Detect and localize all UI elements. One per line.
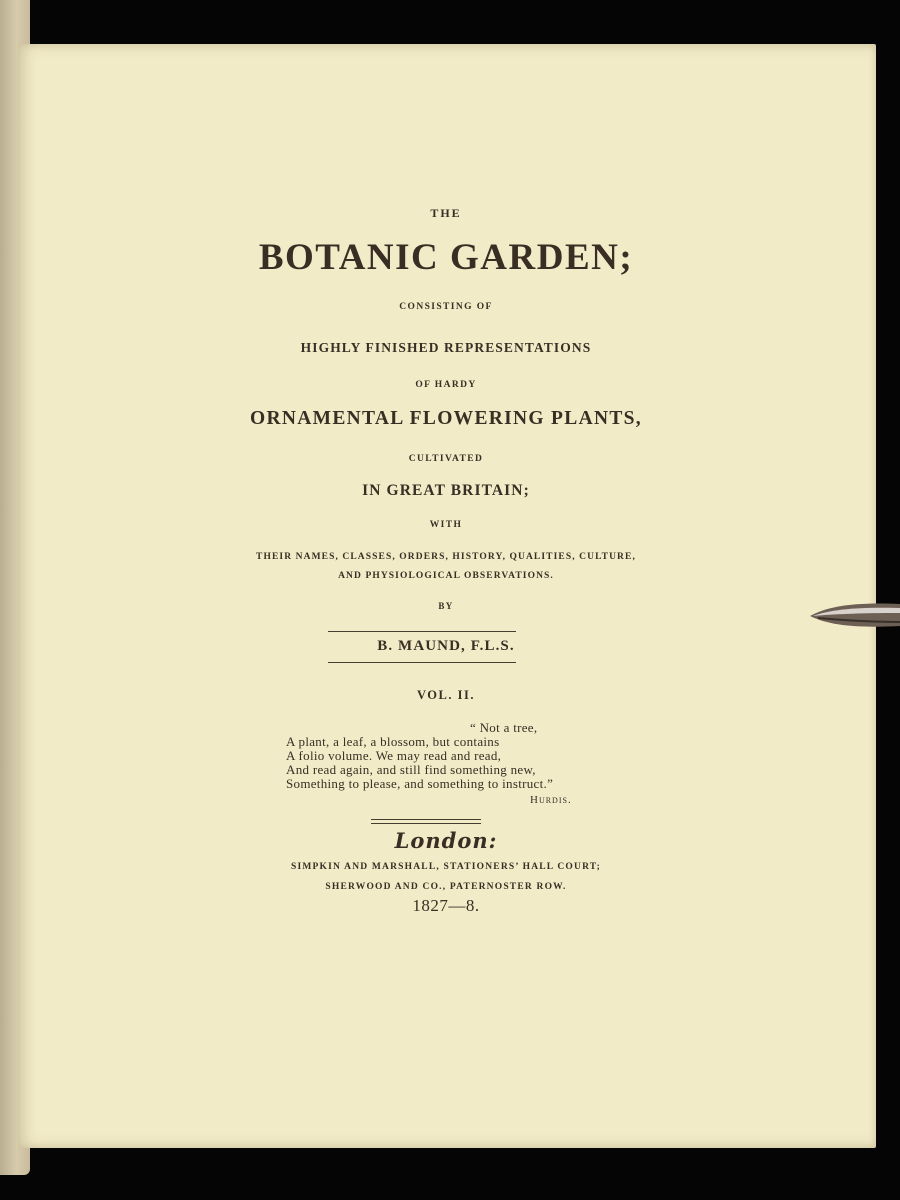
cultivated-label: CULTIVATED xyxy=(408,454,484,464)
title-page xyxy=(18,44,876,1148)
details-line-1: THEIR NAMES, CLASSES, ORDERS, HISTORY, QUALITIES, CULTURE, xyxy=(256,552,636,562)
publisher-line-1: SIMPKIN AND MARSHALL, STATIONERS’ HALL COURT; xyxy=(290,862,602,872)
epigraph-line: A folio volume. We may read and read, xyxy=(286,748,502,763)
pen-clip-icon xyxy=(810,596,900,636)
author-rule-top xyxy=(328,631,516,632)
epigraph-line: A plant, a leaf, a blossom, but contains xyxy=(286,734,500,749)
author-name: B. MAUND, F.L.S. xyxy=(377,638,515,654)
author-rule-bottom xyxy=(328,662,516,663)
of-hardy: OF HARDY xyxy=(415,380,477,390)
by-label: BY xyxy=(438,601,454,611)
plants-heading: ORNAMENTAL FLOWERING PLANTS, xyxy=(250,408,642,429)
epigraph-line: “ Not a tree, xyxy=(470,720,538,735)
epigraph-line: Something to please, and something to instruct.” xyxy=(286,776,554,791)
consisting-of: CONSISTING OF xyxy=(399,302,493,312)
main-title: BOTANIC GARDEN; xyxy=(258,237,634,278)
publisher-line-2: SHERWOOD AND CO., PATERNOSTER ROW. xyxy=(325,882,567,892)
title-the: THE xyxy=(430,206,462,220)
details-line-2: AND PHYSIOLOGICAL OBSERVATIONS. xyxy=(338,571,554,581)
epigraph-attribution: Hurdis. xyxy=(530,794,572,806)
epigraph-line: And read again, and still find something new, xyxy=(286,762,536,777)
representations-line: HIGHLY FINISHED REPRESENTATIONS xyxy=(300,340,592,355)
imprint-city: London: xyxy=(394,828,498,853)
imprint-double-rule xyxy=(371,819,481,824)
volume-label: VOL. II. xyxy=(417,688,475,702)
britain-line: IN GREAT BRITAIN; xyxy=(362,482,530,499)
publication-year: 1827—8. xyxy=(412,896,480,915)
with-label: WITH xyxy=(429,520,463,530)
